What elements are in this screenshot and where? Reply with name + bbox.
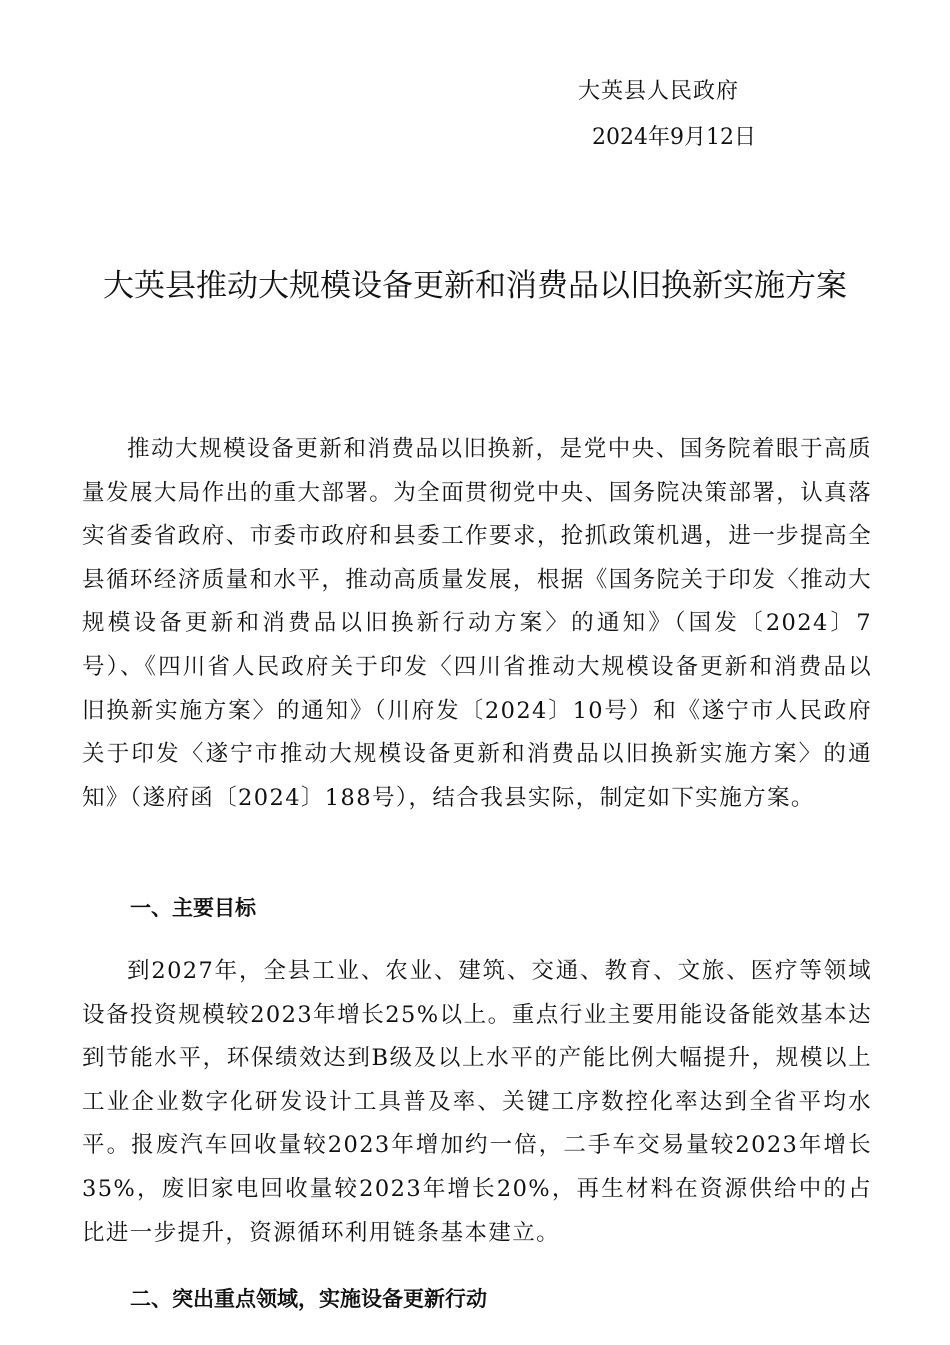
goals-paragraph: 到2027年，全县工业、农业、建筑、交通、教育、文旅、医疗等领域设备投资规模较2023年增长25%以上。重点行业主要用能设备能效基本达到节能水平，环保绩效达到B级及以上水平的产能比例大幅提升，规模以上工业企业数字化研发设计工具普及率、关键工序数控化率达到全省平均水平。报废汽车回收量较2023年增加约一倍，二手车交易量较2023年增长35%，废旧家电回收量较2023年增长20%，再生材料在资源供给中的占比进一步提升，资源循环利用链条基本建立。 (82, 958, 872, 1246)
issuer-signature: 大英县人民政府 (578, 79, 740, 104)
document-title: 大英县推动大规模设备更新和消费品以旧换新实施方案 (103, 268, 847, 304)
issue-date: 2024年9月12日 (592, 125, 756, 150)
intro-paragraph: 推动大规模设备更新和消费品以旧换新，是党中央、国务院着眼于高质量发展大局作出的重大部署。为全面贯彻党中央、国务院决策部署，认真落实省委省政府、市委市政府和县委工作要求，抢抓政策机遇，进一步提高全县循环经济质量和水平，推动高质量发展，根据《国务院关于印发〈推动大规模设备更新和消费品以旧换新行动方案〉的通知》（国发〔2024〕7号）、《四川省人民政府关于印发〈四川省推动大规模设备更新和消费品以旧换新实施方案〉的通知》（川府发〔2024〕10号）和《遂宁市人民政府关于印发〈遂宁市推动大规模设备更新和消费品以旧换新实施方案〉的通知》（遂府函〔2024〕188号），结合我县实际，制定如下实施方案。 (82, 436, 872, 811)
section-heading-equipment-renewal: 二、突出重点领域，实施设备更新行动 (130, 1287, 487, 1311)
section-heading-goals: 一、主要目标 (130, 896, 256, 920)
